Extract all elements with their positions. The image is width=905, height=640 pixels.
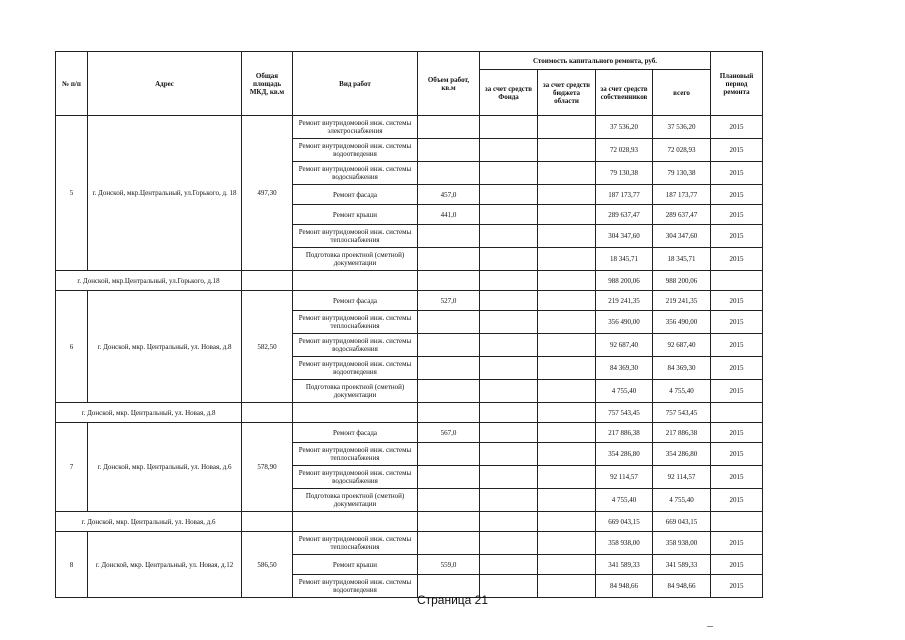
work-type: Ремонт внутридомовой инж. системы электроснабжения [293,116,418,139]
region-cell [538,205,596,225]
region-cell [538,334,596,357]
total-cell: 187 173,77 [653,185,711,205]
subtotal-row [56,271,763,291]
work-type: Ремонт фасада [293,185,418,205]
col-header-work: Вид работ [293,52,418,116]
table-row [56,532,763,555]
owners-cell: 84 948,66 [596,575,653,598]
col-header-period: Плановый период ремонта [711,52,763,116]
volume-cell [418,116,480,139]
fund-cell [480,311,538,334]
period-cell: 2015 [711,555,763,575]
period-cell: 2015 [711,311,763,334]
subtotal-owners: 669 043,15 [596,512,653,532]
region-cell [538,357,596,380]
period-cell: 2015 [711,291,763,311]
volume-cell: 527,0 [418,291,480,311]
subtotal-total: 669 043,15 [653,512,711,532]
total-cell: 4 755,40 [653,489,711,512]
region-cell [538,380,596,403]
volume-cell [418,248,480,271]
total-cell: 341 589,33 [653,555,711,575]
owners-cell: 356 490,00 [596,311,653,334]
table-row [56,291,763,311]
period-cell: 2015 [711,334,763,357]
total-cell: 354 286,80 [653,443,711,466]
period-cell: 2015 [711,489,763,512]
work-type: Ремонт внутридомовой инж. системы теплоснабжения [293,443,418,466]
fund-cell [480,466,538,489]
total-cell: 289 637,47 [653,205,711,225]
fund-cell [480,205,538,225]
region-cell [538,489,596,512]
period-cell: 2015 [711,575,763,598]
group-num: 7 [56,423,88,512]
total-cell: 217 886,38 [653,423,711,443]
work-type: Ремонт внутридомовой инж. системы водоснабжения [293,334,418,357]
group-num: 5 [56,116,88,271]
fund-cell [480,291,538,311]
owners-cell: 92 687,40 [596,334,653,357]
period-cell: 2015 [711,248,763,271]
fund-cell [480,248,538,271]
fund-cell [480,423,538,443]
period-cell: 2015 [711,116,763,139]
work-type: Подготовка проектной (сметной) документации [293,380,418,403]
owners-cell: 84 369,30 [596,357,653,380]
volume-cell [418,311,480,334]
table-row [56,423,763,443]
owners-cell: 289 637,47 [596,205,653,225]
col-header-fund: за счет средств Фонда [480,70,538,116]
subtotal-owners: 757 543,45 [596,403,653,423]
group-address: г. Донской, мкр. Центральный, ул. Новая, д.12 [88,532,242,598]
region-cell [538,225,596,248]
owners-cell: 354 286,80 [596,443,653,466]
volume-cell [418,466,480,489]
owners-cell: 187 173,77 [596,185,653,205]
owners-cell: 37 536,20 [596,116,653,139]
volume-cell [418,489,480,512]
total-cell: 304 347,60 [653,225,711,248]
group-address: г. Донской, мкр. Центральный, ул. Новая, д.8 [88,291,242,403]
region-cell [538,185,596,205]
subtotal-label: г. Донской, мкр. Центральный, ул. Новая, д.8 [56,403,242,423]
col-header-region: за счет средств бюджета области [538,70,596,116]
period-cell: 2015 [711,357,763,380]
total-cell: 18 345,71 [653,248,711,271]
fund-cell [480,139,538,162]
region-cell [538,532,596,555]
work-type: Ремонт фасада [293,291,418,311]
volume-cell [418,225,480,248]
page-number: Страница 21 [416,593,489,607]
region-cell [538,555,596,575]
total-cell: 84 369,30 [653,357,711,380]
volume-cell [418,443,480,466]
work-type: Ремонт внутридомовой инж. системы водоснабжения [293,466,418,489]
col-header-area: Общая площадь МКД, кв.м [242,52,293,116]
owners-cell: 72 028,93 [596,139,653,162]
period-cell: 2015 [711,380,763,403]
work-type: Ремонт внутридомовой инж. системы теплоснабжения [293,532,418,555]
group-area: 582,50 [242,291,293,403]
group-num: 8 [56,532,88,598]
work-type: Подготовка проектной (сметной) документации [293,248,418,271]
region-cell [538,423,596,443]
region-cell [538,311,596,334]
subtotal-label: г. Донской, мкр.Центральный, ул.Горького, д.18 [56,271,242,291]
owners-cell: 92 114,57 [596,466,653,489]
period-cell: 2015 [711,185,763,205]
total-cell: 79 130,38 [653,162,711,185]
fund-cell [480,380,538,403]
volume-cell [418,380,480,403]
work-type: Подготовка проектной (сметной) документации [293,489,418,512]
work-type: Ремонт фасада [293,423,418,443]
period-cell: 2015 [711,225,763,248]
total-cell: 219 241,35 [653,291,711,311]
fund-cell [480,489,538,512]
subtotal-label: г. Донской, мкр. Центральный, ул. Новая, д.6 [56,512,242,532]
subtotal-row [56,403,763,423]
col-header-address: Адрес [88,52,242,116]
subtotal-row [56,512,763,532]
group-address: г. Донской, мкр. Центральный, ул. Новая, д.6 [88,423,242,512]
table-row [56,116,763,139]
owners-cell: 358 938,00 [596,532,653,555]
total-cell: 356 490,00 [653,311,711,334]
period-cell: 2015 [711,466,763,489]
subtotal-owners: 988 200,06 [596,271,653,291]
period-cell: 2015 [711,139,763,162]
work-type: Ремонт внутридомовой инж. системы водоотведения [293,357,418,380]
volume-cell: 441,0 [418,205,480,225]
work-type: Ремонт внутридомовой инж. системы водоотведения [293,575,418,598]
total-cell: 84 948,66 [653,575,711,598]
region-cell [538,116,596,139]
group-num: 6 [56,291,88,403]
fund-cell [480,162,538,185]
volume-cell [418,334,480,357]
region-cell [538,291,596,311]
volume-cell [418,139,480,162]
owners-cell: 341 589,33 [596,555,653,575]
owners-cell: 4 755,40 [596,489,653,512]
owners-cell: 304 347,60 [596,225,653,248]
volume-cell [418,532,480,555]
subtotal-total: 757 543,45 [653,403,711,423]
col-header-num: № п/п [56,52,88,116]
work-type: Ремонт внутридомовой инж. системы водоснабжения [293,162,418,185]
region-cell [538,466,596,489]
work-type: Ремонт внутридомовой инж. системы теплоснабжения [293,311,418,334]
fund-cell [480,116,538,139]
owners-cell: 219 241,35 [596,291,653,311]
volume-cell [418,162,480,185]
fund-cell [480,334,538,357]
col-header-owners: за счет средств собственников [596,70,653,116]
region-cell [538,443,596,466]
period-cell: 2015 [711,205,763,225]
fund-cell [480,555,538,575]
volume-cell [418,357,480,380]
period-cell: 2015 [711,162,763,185]
work-type: Ремонт внутридомовой инж. системы теплоснабжения [293,225,418,248]
col-header-cost-group: Стоимость капитального ремонта, руб. [480,52,711,70]
region-cell [538,162,596,185]
total-cell: 92 687,40 [653,334,711,357]
subtotal-total: 988 200,06 [653,271,711,291]
col-header-total: всего [653,70,711,116]
total-cell: 92 114,57 [653,466,711,489]
group-area: 586,50 [242,532,293,598]
owners-cell: 18 345,71 [596,248,653,271]
fund-cell [480,443,538,466]
period-cell: 2015 [711,443,763,466]
period-cell: 2015 [711,423,763,443]
scan-mark [707,626,713,627]
owners-cell: 79 130,38 [596,162,653,185]
group-area: 497,30 [242,116,293,271]
work-type: Ремонт крыши [293,205,418,225]
volume-cell: 457,0 [418,185,480,205]
col-header-volume: Объем работ, кв.м [418,52,480,116]
total-cell: 358 938,00 [653,532,711,555]
fund-cell [480,185,538,205]
volume-cell: 559,0 [418,555,480,575]
fund-cell [480,225,538,248]
owners-cell: 217 886,38 [596,423,653,443]
period-cell: 2015 [711,532,763,555]
group-address: г. Донской, мкр.Центральный, ул.Горького, д. 18 [88,116,242,271]
total-cell: 4 755,40 [653,380,711,403]
group-area: 578,90 [242,423,293,512]
fund-cell [480,357,538,380]
owners-cell: 4 755,40 [596,380,653,403]
total-cell: 72 028,93 [653,139,711,162]
region-cell [538,139,596,162]
work-type: Ремонт внутридомовой инж. системы водоотведения [293,139,418,162]
fund-cell [480,532,538,555]
repair-cost-table [55,51,763,598]
work-type: Ремонт крыши [293,555,418,575]
volume-cell: 567,0 [418,423,480,443]
total-cell: 37 536,20 [653,116,711,139]
region-cell [538,248,596,271]
